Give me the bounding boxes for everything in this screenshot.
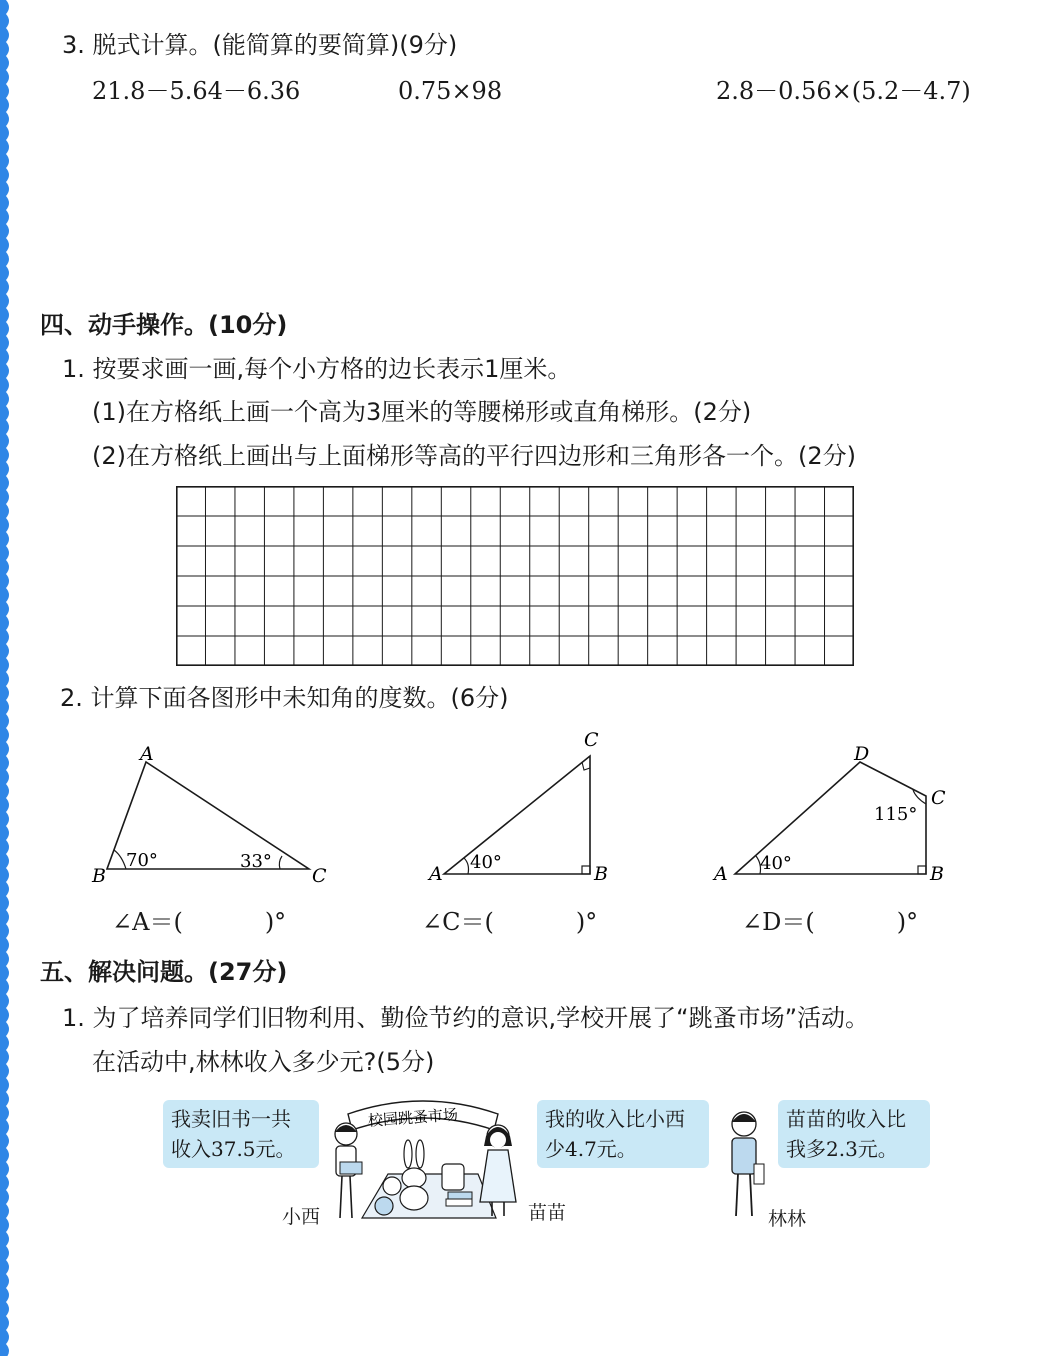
name-xiaoxi: 小西 (282, 1206, 321, 1228)
answer-prefix: ∠C＝( (422, 908, 494, 936)
speech-bubble-linlin (778, 1100, 930, 1168)
bubble-line: 我卖旧书一共 (171, 1107, 291, 1131)
q4-1-part1: (1)在方格纸上画一个高为3厘米的等腰梯形或直角梯形。(2分) (92, 398, 752, 426)
answer-suffix: )° (575, 908, 598, 936)
label-c: C (312, 865, 327, 887)
bubble-line: 苗苗的收入比 (786, 1107, 906, 1131)
q4-1-title: 1. 按要求画一画,每个小方格的边长表示1厘米。 (62, 355, 572, 383)
answer-angle-c[interactable] (422, 902, 597, 937)
label-b: B (930, 863, 944, 885)
q4-1-part2: (2)在方格纸上画出与上面梯形等高的平行四边形和三角形各一个。(2分) (92, 442, 856, 470)
section4-title: 四、动手操作。(10分) (40, 311, 288, 339)
expression-1: 21.8－5.64－6.36 (92, 77, 301, 105)
angle-b-value: 70° (126, 850, 158, 871)
linlin-illustration (714, 1104, 774, 1224)
right-triangle-figure (424, 724, 624, 888)
angle-c-value: 33° (240, 851, 272, 872)
triangle-abc-figure (86, 738, 336, 888)
q5-1-line2: 在活动中,林林收入多少元?(5分) (92, 1048, 435, 1076)
q3-title: 3. 脱式计算。(能简算的要简算)(9分) (62, 31, 458, 59)
answer-suffix: )° (264, 908, 287, 936)
name-linlin: 林林 (768, 1208, 807, 1230)
quadrilateral-abcd-figure (710, 740, 960, 888)
square-grid-paper[interactable] (176, 486, 854, 666)
name-miaomiao: 苗苗 (528, 1202, 567, 1224)
market-sign-text: 校园跳蚤市场 (367, 1105, 459, 1130)
answer-prefix: ∠A＝( (112, 908, 183, 936)
angle-c-value: 115° (874, 804, 918, 825)
blue-wavy-edge (0, 0, 14, 1356)
bubble-line: 少4.7元。 (545, 1137, 637, 1161)
expression-3: 2.8－0.56×(5.2－4.7) (716, 77, 971, 105)
label-a: A (714, 863, 728, 885)
angle-a-value: 40° (470, 852, 502, 873)
label-a: A (140, 743, 154, 765)
bubble-line: 我的收入比小西 (545, 1107, 685, 1131)
q5-1-line1: 1. 为了培养同学们旧物利用、勤俭节约的意识,学校开展了“跳蚤市场”活动。 (62, 1004, 870, 1032)
flea-market-illustration (318, 1090, 528, 1226)
answer-prefix: ∠D＝( (742, 908, 815, 936)
label-b: B (92, 865, 106, 887)
bubble-line: 我多2.3元。 (786, 1137, 898, 1161)
section5-title: 五、解决问题。(27分) (40, 958, 288, 986)
label-d: D (854, 743, 870, 765)
answer-suffix: )° (896, 908, 919, 936)
expression-2: 0.75×98 (398, 77, 503, 105)
speech-bubble-miaomiao (537, 1100, 709, 1168)
bubble-line: 收入37.5元。 (171, 1137, 296, 1161)
label-c: C (584, 729, 599, 751)
label-c: C (931, 787, 946, 809)
label-b: B (594, 863, 608, 885)
answer-angle-a[interactable] (112, 902, 286, 937)
q4-2-title: 2. 计算下面各图形中未知角的度数。(6分) (60, 684, 509, 712)
answer-angle-d[interactable] (742, 902, 918, 937)
speech-bubble-xiaoxi (163, 1100, 319, 1168)
label-a: A (429, 863, 443, 885)
angle-a-value: 40° (760, 853, 792, 874)
